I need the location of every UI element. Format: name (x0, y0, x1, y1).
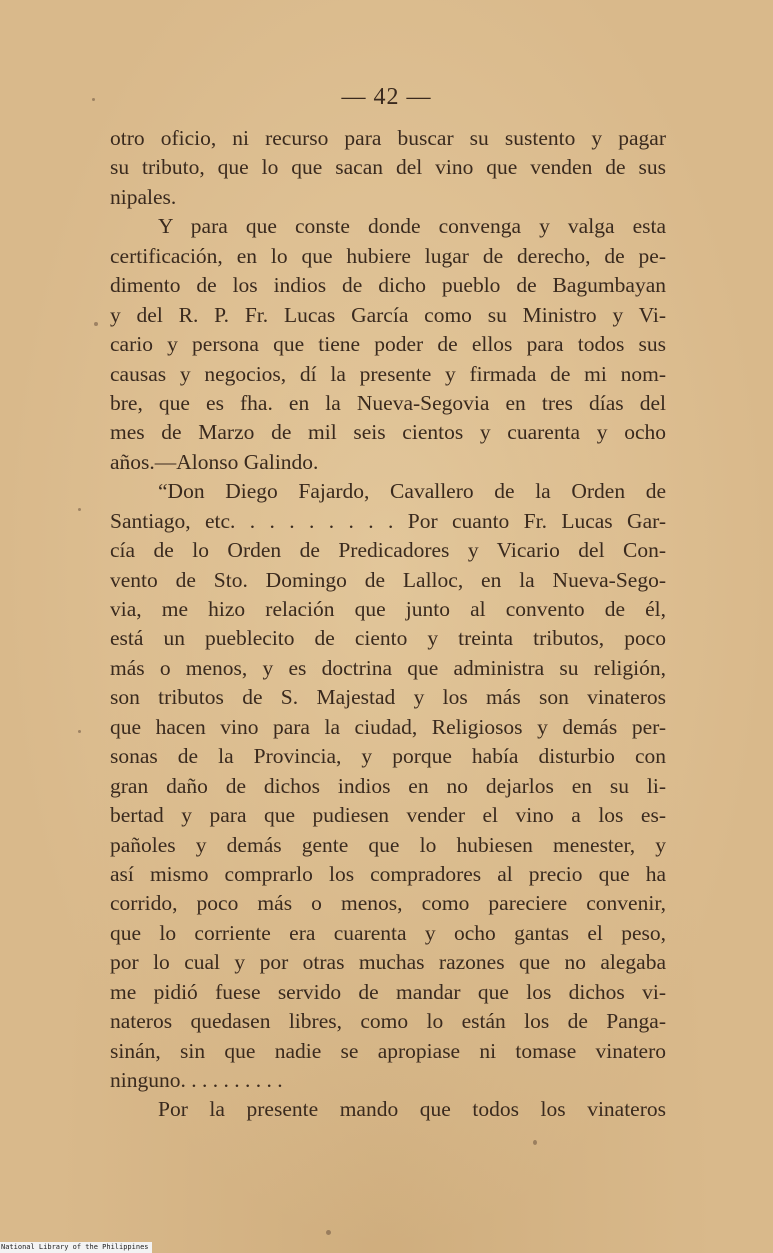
text-line: nateros quedasen libres, como lo están los de Panga- (110, 1009, 666, 1034)
text-line: gran daño de dichos indios en no dejarlos en su li- (110, 773, 666, 798)
text-line: sonas de la Provincia, y porque había disturbio con (110, 744, 666, 769)
text-line: me pidió fuese servido de mandar que los dichos vi- (110, 979, 666, 1004)
text-line: años.—Alonso Galindo. (110, 449, 319, 474)
text-line: sinán, sin que nadie se apropiase ni tomase vinatero (110, 1038, 666, 1063)
text-line: “Don Diego Fajardo, Cavallero de la Orden de (158, 479, 666, 504)
text-line: pañoles y demás gente que lo hubiesen menester, y (110, 832, 666, 857)
text-line: Y para que conste donde convenga y valga esta (158, 214, 666, 239)
paper-speck (78, 730, 81, 733)
paper-speck (94, 322, 98, 326)
text-line: que lo corriente era cuarenta y ocho gantas el peso, (110, 920, 666, 945)
text-line: son tributos de S. Majestad y los más son vinateros (110, 685, 666, 710)
text-line: cario y persona que tiene poder de ellos para todos sus (110, 332, 666, 357)
text-line: que hacen vino para la ciudad, Religiosos y demás per- (110, 714, 666, 739)
text-line: dimento de los indios de dicho pueblo de Bagumbayan (110, 273, 666, 298)
body-text (110, 124, 666, 1125)
paper-speck (326, 1230, 331, 1235)
text-line: via, me hizo relación que junto al convento de él, (110, 597, 666, 621)
text-line: certificación, en lo que hubiere lugar de derecho, de pe- (110, 243, 666, 268)
text-line: así mismo comprarlo los compradores al precio que ha (110, 861, 666, 886)
text-line: más o menos, y es doctrina que administra su religión, (110, 655, 666, 680)
text-line: está un pueblecito de ciento y treinta tributos, poco (110, 626, 666, 651)
text-line: otro oficio, ni recurso para buscar su sustento y pagar (110, 126, 666, 150)
text-line: y del R. P. Fr. Lucas García como su Ministro y Vi- (110, 302, 666, 327)
text-line: corrido, poco más o menos, como pareciere convenir, (110, 891, 666, 916)
library-credit: National Library of the Philippines (0, 1242, 152, 1253)
paper-speck (92, 98, 95, 101)
text-line: causas y negocios, dí la presente y firmada de mi nom- (110, 361, 666, 386)
text-line: bertad y para que pudiesen vender el vino a los es- (110, 803, 666, 828)
text-line: mes de Marzo de mil seis cientos y cuarenta y ocho (110, 420, 666, 445)
text-line: vento de Sto. Domingo de Lalloc, en la Nueva-Sego- (110, 567, 666, 592)
page-number: — 42 — (341, 84, 432, 110)
paper-speck (78, 508, 81, 511)
text-line: Por la presente mando que todos los vinateros (158, 1097, 666, 1122)
text-line: su tributo, que lo que sacan del vino que venden de sus (110, 155, 666, 180)
paper-speck (533, 1140, 537, 1145)
text-line: por lo cual y por otras muchas razones que no alegaba (110, 950, 666, 975)
text-line: nipales. (110, 184, 177, 209)
text-line: cía de lo Orden de Predicadores y Vicario del Con- (110, 538, 666, 563)
text-line: bre, que es fha. en la Nueva-Segovia en tres días del (110, 390, 666, 415)
text-line: Santiago, etc. . . . . . . . . Por cuanto Fr. Lucas Gar- (110, 508, 666, 533)
text-line: ninguno. . . . . . . . . . (110, 1068, 283, 1092)
